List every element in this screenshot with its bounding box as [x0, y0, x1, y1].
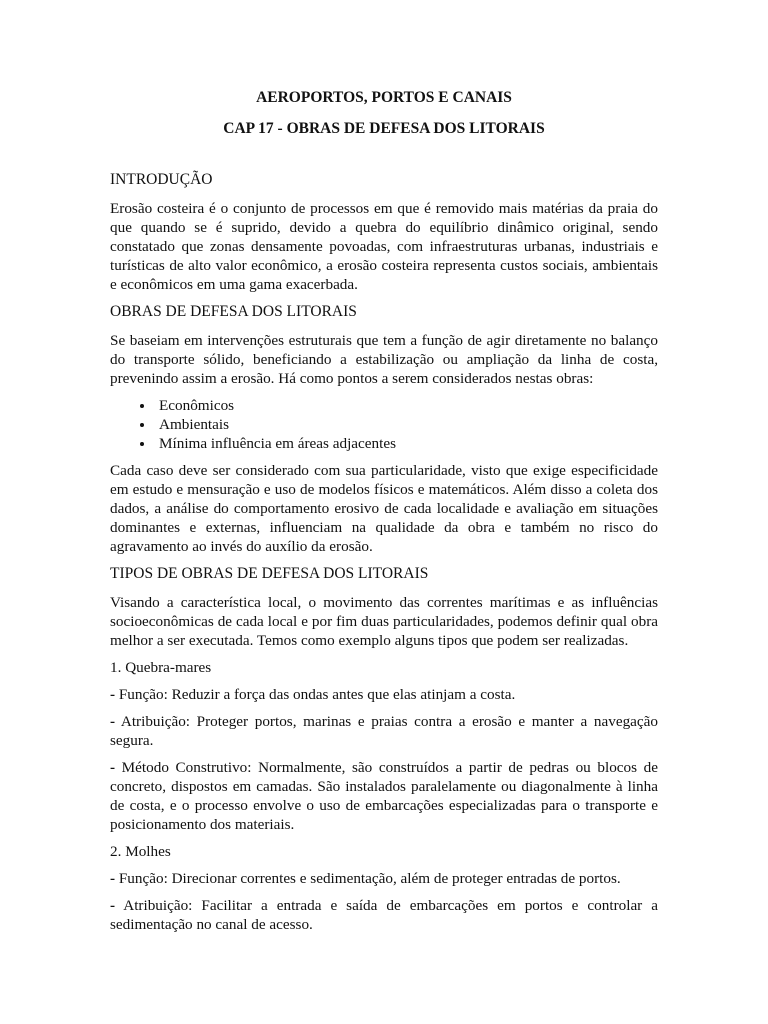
- chapter-title: CAP 17 - OBRAS DE DEFESA DOS LITORAIS: [223, 120, 545, 137]
- dash-marker: -: [110, 759, 116, 776]
- defense-section: [110, 302, 658, 556]
- item-line: [110, 758, 658, 834]
- item-line: [110, 896, 658, 934]
- defense-heading: OBRAS DE DEFESA DOS LITORAIS: [110, 303, 357, 320]
- dash-marker: -: [110, 686, 116, 703]
- dash-marker: -: [110, 713, 116, 730]
- considerations-list: [110, 396, 658, 453]
- list-item: • Econômicos: [155, 396, 658, 415]
- intro-paragraph: Erosão costeira é o conjunto de processos em que é removido mais matérias da praia do que quando se é suprido, devido a quebra do equilíbrio dinâmico original, sendo constatado que zonas densamente povoadas, com infraestruturas urbanas, industriais e turísticas de alto valor econômico, a erosão costeira representa custos sociais, ambientais e econômicos em uma gama exacerbada.: [110, 200, 658, 293]
- item-jetties: [110, 842, 658, 934]
- types-section: [110, 564, 658, 934]
- item-label: 1. Quebra-mares: [110, 659, 212, 676]
- defense-paragraph-2: Cada caso deve ser considerado com sua particularidade, visto que exige especificidade em estudo e mensuração e uso de modelos físicos e matemáticos. Além disso a coleta dos dados, a análise do comportamento erosivo de cada localidade e avaliação em situações dominantes e externas, influenciam na qualidade da obra e também no risco do agravamento ao invés do auxílio da erosão.: [110, 462, 658, 555]
- document-title: AEROPORTOS, PORTOS E CANAIS: [256, 89, 512, 106]
- types-heading: TIPOS DE OBRAS DE DEFESA DOS LITORAIS: [110, 565, 429, 582]
- item-line-text: Método Construtivo: Normalmente, são construídos a partir de pedras ou blocos de concreto, dispostos em camadas. São instalados paralelamente ou diagonalmente à linha de costa, e o processo envolve o uso de embarcações especializadas para o transporte e posicionamento dos materiais.: [110, 759, 658, 833]
- item-line: [110, 685, 658, 704]
- item-line: [110, 869, 658, 888]
- item-line-text: Atribuição: Facilitar a entrada e saída de embarcações em portos e controlar a sedimentação no canal de acesso.: [110, 897, 658, 933]
- item-line-text: Função: Direcionar correntes e sedimentação, além de proteger entradas de portos.: [115, 870, 621, 887]
- list-item: • Mínima influência em áreas adjacentes: [155, 434, 658, 453]
- item-line-text: Atribuição: Proteger portos, marinas e praias contra a erosão e manter a navegação segura.: [110, 713, 658, 749]
- item-label: 2. Molhes: [110, 843, 171, 860]
- defense-paragraph: Se baseiam em intervenções estruturais que tem a função de agir diretamente no balanço do transporte sólido, beneficiando a estabilização ou ampliação da linha de costa, prevenindo assim a erosão. Há como pontos a serem considerados nestas obras:: [110, 332, 658, 387]
- intro-heading: INTRODUÇÃO: [110, 171, 213, 188]
- intro-section: [110, 170, 658, 294]
- list-item: • Ambientais: [155, 415, 658, 434]
- dash-marker: -: [110, 870, 116, 887]
- dash-marker: -: [110, 897, 116, 914]
- item-line: [110, 712, 658, 750]
- item-line-text: Função: Reduzir a força das ondas antes que elas atinjam a costa.: [115, 686, 516, 703]
- types-paragraph: Visando a característica local, o movimento das correntes marítimas e as influências socioeconômicas de cada local e por fim duas particularidades, podemos definir qual obra melhor a ser executada. Temos como exemplo alguns tipos que podem ser realizadas.: [110, 594, 658, 649]
- item-breakwaters: [110, 658, 658, 834]
